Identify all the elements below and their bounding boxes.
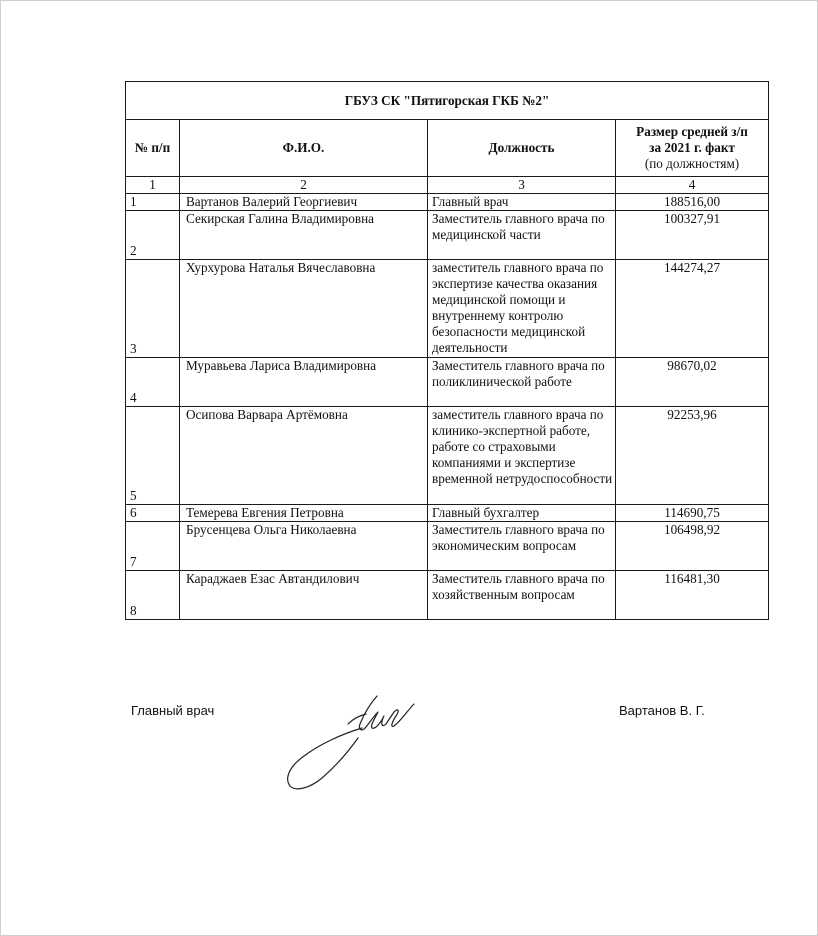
header-salary-line1: Размер средней з/п xyxy=(636,124,748,139)
column-number: 4 xyxy=(616,177,769,194)
row-fio: Муравьева Лариса Владимировна xyxy=(180,358,428,407)
row-fio: Секирская Галина Владимировна xyxy=(180,211,428,260)
signer-name: Вартанов В. Г. xyxy=(619,703,705,718)
row-position: Заместитель главного врача по хозяйственным вопросам xyxy=(428,571,616,620)
salary-table xyxy=(125,81,769,620)
header-salary xyxy=(616,120,769,177)
row-position: Главный бухгалтер xyxy=(428,505,616,522)
row-salary: 116481,30 xyxy=(616,571,769,620)
row-fio: Брусенцева Ольга Николаевна xyxy=(180,522,428,571)
row-position: Заместитель главного врача по медицинской части xyxy=(428,211,616,260)
row-position: Заместитель главного врача по экономическим вопросам xyxy=(428,522,616,571)
header-fio: Ф.И.О. xyxy=(180,120,428,177)
header-salary-line3: (по должностям) xyxy=(644,156,740,171)
row-salary: 144274,27 xyxy=(616,260,769,358)
row-number: 2 xyxy=(126,211,180,260)
header-num: № п/п xyxy=(126,120,180,177)
row-number: 4 xyxy=(126,358,180,407)
row-fio: Осипова Варвара Артёмовна xyxy=(180,407,428,505)
row-fio: Хурхурова Наталья Вячеславовна xyxy=(180,260,428,358)
row-number: 8 xyxy=(126,571,180,620)
row-salary: 100327,91 xyxy=(616,211,769,260)
column-number: 3 xyxy=(428,177,616,194)
signer-title: Главный врач xyxy=(131,703,215,718)
handwritten-signature xyxy=(282,690,432,795)
row-fio: Караджаев Езас Автандилович xyxy=(180,571,428,620)
table-row xyxy=(126,407,769,505)
row-number: 7 xyxy=(126,522,180,571)
table-row xyxy=(126,260,769,358)
row-fio: Вартанов Валерий Георгиевич xyxy=(180,194,428,211)
row-position: заместитель главного врача по экспертизе качества оказания медицинской помощи и внутреннему контролю безопасности медицинской деятельности xyxy=(428,260,616,358)
table-row xyxy=(126,358,769,407)
column-number: 2 xyxy=(180,177,428,194)
row-salary: 98670,02 xyxy=(616,358,769,407)
table-row xyxy=(126,194,769,211)
row-salary: 188516,00 xyxy=(616,194,769,211)
row-position: заместитель главного врача по клинико-экспертной работе, работе со страховыми компаниями и экспертизе временной нетрудоспособности xyxy=(428,407,616,505)
row-salary: 92253,96 xyxy=(616,407,769,505)
column-number: 1 xyxy=(126,177,180,194)
row-number: 5 xyxy=(126,407,180,505)
row-position: Заместитель главного врача по поликлинической работе xyxy=(428,358,616,407)
table-row xyxy=(126,571,769,620)
row-number: 1 xyxy=(126,194,180,211)
row-salary: 114690,75 xyxy=(616,505,769,522)
table-title: ГБУЗ СК "Пятигорская ГКБ №2" xyxy=(126,82,769,120)
row-salary: 106498,92 xyxy=(616,522,769,571)
row-position: Главный врач xyxy=(428,194,616,211)
table-row xyxy=(126,211,769,260)
header-position: Должность xyxy=(428,120,616,177)
header-salary-line2: за 2021 г. факт xyxy=(649,140,735,155)
row-number: 3 xyxy=(126,260,180,358)
row-fio: Темерева Евгения Петровна xyxy=(180,505,428,522)
table-row xyxy=(126,505,769,522)
table-row xyxy=(126,522,769,571)
row-number: 6 xyxy=(126,505,180,522)
